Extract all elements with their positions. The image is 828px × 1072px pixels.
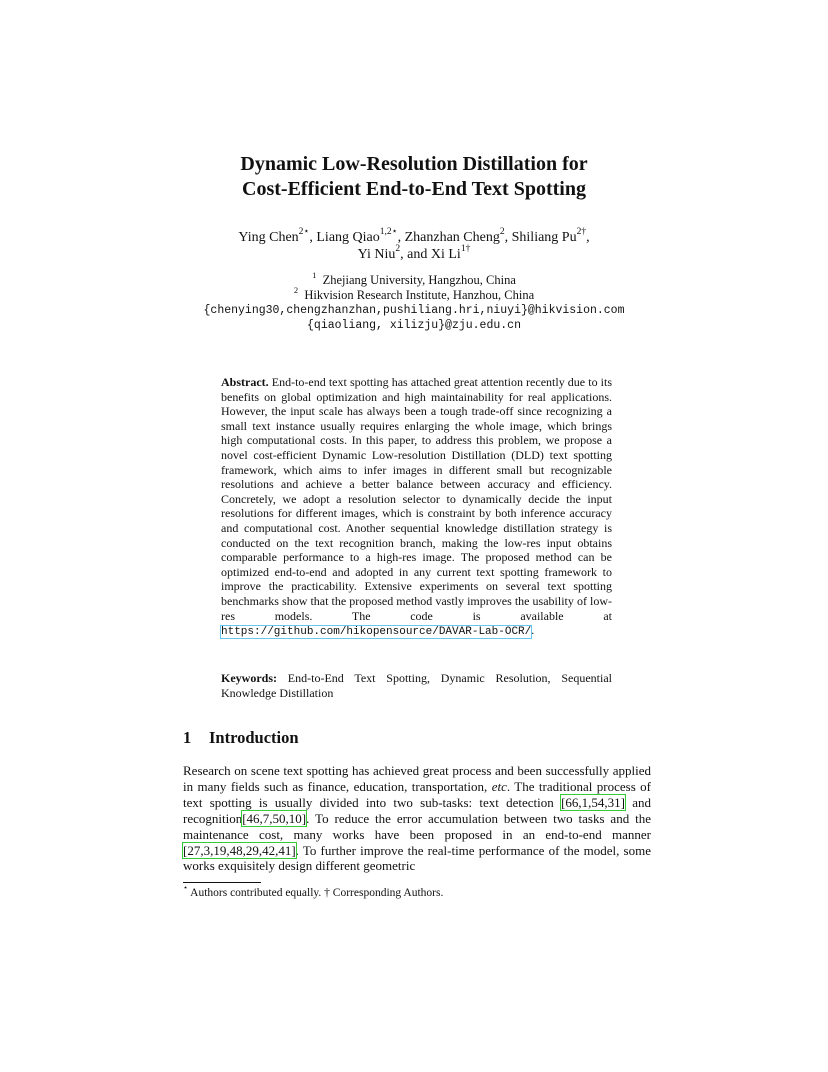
affiliation-2 <box>0 285 828 303</box>
abstract-label: Abstract. <box>221 375 269 389</box>
affiliations <box>0 270 828 333</box>
affiliation-mark: 1 <box>312 270 317 280</box>
affiliation-text: Zhejiang University, Hangzhou, China <box>322 273 516 287</box>
paper-title <box>0 152 828 202</box>
affiliation-mark: 2 <box>293 285 299 295</box>
intro-paragraph <box>183 763 651 874</box>
footnote-text: Authors contributed equally. † Corresponding Authors. <box>190 887 444 899</box>
email-line-1: {chenying30,chengzhanzhan,pushiliang.hri,niuyi}@hikvision.com <box>203 304 625 317</box>
title-line-2: Cost-Efficient End-to-End Text Spotting <box>242 178 586 200</box>
footnote-rule <box>183 882 261 883</box>
section-number: 1 <box>183 728 192 747</box>
code-link[interactable]: https://github.com/hikopensource/DAVAR-Lab-OCR/ <box>221 626 532 639</box>
affiliation-1 <box>0 270 828 288</box>
keywords <box>221 671 612 700</box>
author-name: Zhanzhan Cheng <box>404 230 500 245</box>
keywords-text: End-to-End Text Spotting, Dynamic Resolution, Sequential Knowledge Distillation <box>221 671 612 700</box>
footnote <box>183 883 444 900</box>
keywords-label: Keywords: <box>221 671 277 685</box>
author-name: Shiliang Pu <box>511 230 577 245</box>
author-name: Xi Li <box>430 247 461 262</box>
intro-etc: etc <box>491 778 507 794</box>
author-affil-mark: 2† <box>576 227 587 238</box>
citation-link[interactable]: [27,3,19,48,29,42,41] <box>183 842 296 858</box>
author-affil-mark: 2 <box>395 244 401 255</box>
section-heading <box>183 728 299 748</box>
author-affil-mark: 2⋆ <box>298 227 310 238</box>
citation-link[interactable]: [66,1,54,31] <box>561 794 625 810</box>
intro-text: . The traditional process of text spotting is usually divided into two sub-tasks: text detection <box>183 778 652 810</box>
intro-text: Research on scene text spotting has achieved great process and been successfully applied in many fields such as finance, education, transportation, <box>183 763 651 794</box>
title-line-1: Dynamic Low-Resolution Distillation for <box>240 153 588 175</box>
email-line-2: {qiaoliang, xilizju}@zju.edu.cn <box>307 319 521 332</box>
citation-link[interactable]: [46,7,50,10] <box>242 810 307 826</box>
intro-text: . To reduce the error accumulation between two tasks and the maintenance cost, many works have been proposed in an end-to-end manner <box>183 810 651 842</box>
abstract <box>221 375 612 640</box>
author-affil-mark: 2 <box>499 227 505 238</box>
section-title: Introduction <box>209 728 299 747</box>
author-name: Liang Qiao <box>316 230 380 245</box>
author-name: Ying Chen <box>238 230 299 245</box>
abstract-text: End-to-end text spotting has attached great attention recently due to its benefits on global optimization and high maintainability for real applications. However, the input scale has always been a tough trade-off since recognizing a small text instance usually requires enlarging the whole image, which brings high computational costs. In this paper, to address this problem, we propose a novel cost-efficient Dynamic Low-resolution Distillation (DLD) text spotting framework, which aims to infer images in different small but recognizable resolutions and achieve a better balance between accuracy and efficiency. Concretely, we adopt a resolution selector to dynamically decide the input resolutions for different images, which is constraint by both inference accuracy and computational cost. Another sequential knowledge distillation strategy is conducted on the text recognition branch, making the low-res input obtains comparable performance to a high-res image. The proposed method can be optimized end-to-end and adopted in any current text spotting framework to improve the practicability. Extensive experiments on several text spotting benchmarks show that the proposed method vastly improves the usability of low-res models. The code is available at <box>221 375 613 623</box>
author-list <box>0 229 828 263</box>
author-conjunction: and <box>407 247 428 262</box>
author-line-2: Yi Niu$^2$, and Xi $Li^{1\dagger}$ <box>357 244 471 262</box>
affiliation-text: Hikvision Research Institute, Hanzhou, China <box>304 288 535 302</box>
intro-text: . To further improve the real-time performance of the model, some works exquisitely design different geometric <box>183 842 651 874</box>
author-affil-mark: 1† <box>460 244 471 255</box>
author-line-1: Ying Chen$^{2⋆}$, Liang Qiao$^{1,2⋆}$, Zhanzhan Cheng$^2$, Shiliang $Pu^{2\dagger}$, <box>238 227 590 245</box>
footnote-mark: ⋆ <box>183 883 188 893</box>
author-name: Yi Niu <box>357 247 396 262</box>
author-affil-mark: 1,2⋆ <box>379 227 398 238</box>
abstract-end: . <box>531 623 535 638</box>
intro-text: and recognition <box>183 794 652 826</box>
